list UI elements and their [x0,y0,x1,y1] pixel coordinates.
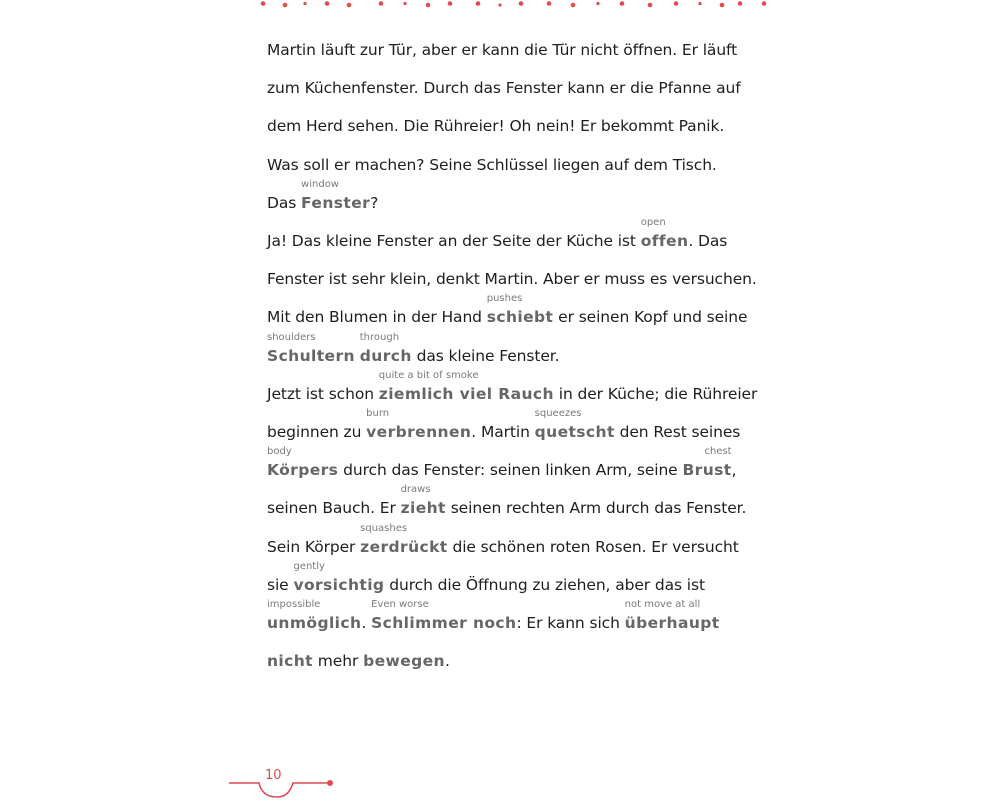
vocab-term: unmöglich [267,614,362,632]
vocab-word [371,599,517,633]
vocab-gloss: squeezes [534,408,582,419]
border-dot [403,2,406,5]
text-line [267,40,737,64]
plain-text: . Martin [471,423,535,441]
plain-text: beginnen zu [267,423,367,441]
vocab-term: Brust [682,461,732,480]
vocab-gloss: burn [366,408,390,419]
vocab-gloss: gently [293,560,325,572]
plain-text: Fenster ist sehr klein, denkt Martin. Aber er muss es versuchen. [267,270,757,289]
page-number: 10 [265,768,282,783]
text-line [267,484,747,522]
vocab-word [378,369,554,404]
vocab-gloss: pushes [486,293,523,305]
vocab-word [366,408,472,442]
border-dot [738,1,743,6]
vocab-gloss: open [640,217,666,228]
vocab-gloss: not move at all [624,599,701,610]
plain-text: Ja! Das kleine Fenster an der Seite der Küche ist [267,232,641,250]
plain-text: sie [267,575,294,594]
text-line [267,651,450,675]
vocab-term: Fenster [301,193,371,212]
vocab-term: ziemlich viel Rauch [378,384,554,403]
border-dot [571,3,576,8]
plain-text: Martin läuft zur Tür, aber er kann die Tür nicht öffnen. Er läuft [267,41,738,59]
border-dot [519,1,524,6]
vocab-gloss: body [267,446,292,458]
border-dot [720,3,725,8]
vocab-gloss: shoulders [267,331,316,343]
vocab-term: Körpers [267,461,339,480]
plain-text: durch das Fenster: seinen linken Arm, seine [338,461,683,480]
plain-text: Mit den Blumen in der Hand [267,308,487,327]
plain-text: die schönen roten Rosen. Er versucht [447,537,739,556]
border-dot [547,1,552,6]
vocab-word [534,408,615,442]
text-line [267,293,748,331]
plain-text: Jetzt ist schon [267,384,379,403]
vocab-word [267,599,362,633]
plain-text: Was soll er machen? Seine Schlüssel liegen auf dem Tisch. [267,155,717,174]
vocab-term: quetscht [534,423,615,441]
vocab-term: verbrennen [366,423,472,441]
vocab-gloss: window [301,178,339,190]
plain-text: zum Küchenfenster. Durch das Fenster kann er die Pfanne auf [267,79,741,98]
plain-text: seinen Bauch. Er [267,499,401,518]
plain-text: ? [370,193,379,212]
plain-text: mehr [312,652,364,671]
vocab-term: zieht [400,499,446,518]
vocab-term: schiebt [486,308,554,327]
vocab-word [267,651,313,671]
border-dot [303,2,306,5]
plain-text: Sein Körper [267,537,361,556]
decorative-dot-border [0,0,1000,12]
text-line [267,116,724,140]
border-dot [426,3,431,8]
plain-text: . Das [688,232,728,250]
border-dot [448,1,453,6]
vocab-word [624,599,720,633]
footer-swoosh-icon [229,762,339,800]
plain-text: das kleine Fenster. [411,346,560,365]
vocab-word [301,178,371,213]
text-line [267,78,741,102]
vocab-word [400,484,446,518]
vocab-gloss: through [359,331,400,343]
plain-text: dem Herd sehen. Die Rühreier! Oh nein! Er bekommt Panik. [267,117,725,136]
vocab-term: Schlimmer noch [371,614,517,632]
border-dot [498,3,501,6]
vocab-gloss: impossible [267,599,321,610]
vocab-term: bewegen [363,652,445,671]
vocab-term: überhaupt [624,614,720,632]
vocab-gloss: quite a bit of smoke [378,369,479,381]
border-dot [261,1,266,6]
border-dot [698,2,701,5]
border-dot [648,3,653,8]
border-dot [325,1,330,6]
vocab-word [359,331,412,366]
vocab-word [640,217,689,251]
plain-text: den Rest seines [614,423,741,441]
vocab-gloss: squashes [360,522,408,534]
plain-text: er seinen Kopf und seine [553,308,748,327]
vocab-word [486,293,554,327]
border-dot [596,2,599,5]
vocab-term: Schultern [267,346,355,365]
vocab-gloss: chest [704,446,732,458]
border-dot [674,1,679,6]
text-line [267,178,379,217]
vocab-gloss: draws [400,484,431,496]
vocab-term: durch [359,346,412,365]
text-line [267,522,739,561]
border-dot [283,3,288,8]
vocab-term: zerdrückt [360,537,448,556]
vocab-word [293,560,385,595]
border-dot [476,1,481,6]
border-dot [347,3,352,8]
plain-text: in der Küche; die Rühreier [553,384,758,403]
vocab-gloss: Even worse [371,599,429,610]
vocab-word [363,651,445,671]
text-line [267,446,737,484]
vocab-word [682,446,732,480]
plain-text: . [361,614,372,632]
vocab-term: nicht [267,652,313,671]
text-line [267,408,741,446]
border-dot [379,1,384,6]
text-line [267,599,720,637]
border-dot [620,1,625,6]
vocab-term: offen [640,232,689,250]
vocab-word [267,331,355,366]
plain-text: seinen rechten Arm durch das Fenster. [445,499,747,518]
vocab-word [360,522,448,557]
vocab-word [267,446,339,480]
page-footer [229,762,339,800]
vocab-term: vorsichtig [293,575,385,594]
plain-text: , [731,461,737,480]
text-line [267,217,728,255]
plain-text: . [444,652,450,671]
plain-text: durch die Öffnung zu ziehen, aber das ist [384,575,705,594]
border-dot [762,1,767,6]
plain-text: : Er kann sich [516,614,625,632]
text-line [267,369,758,408]
plain-text: Das [267,193,302,212]
